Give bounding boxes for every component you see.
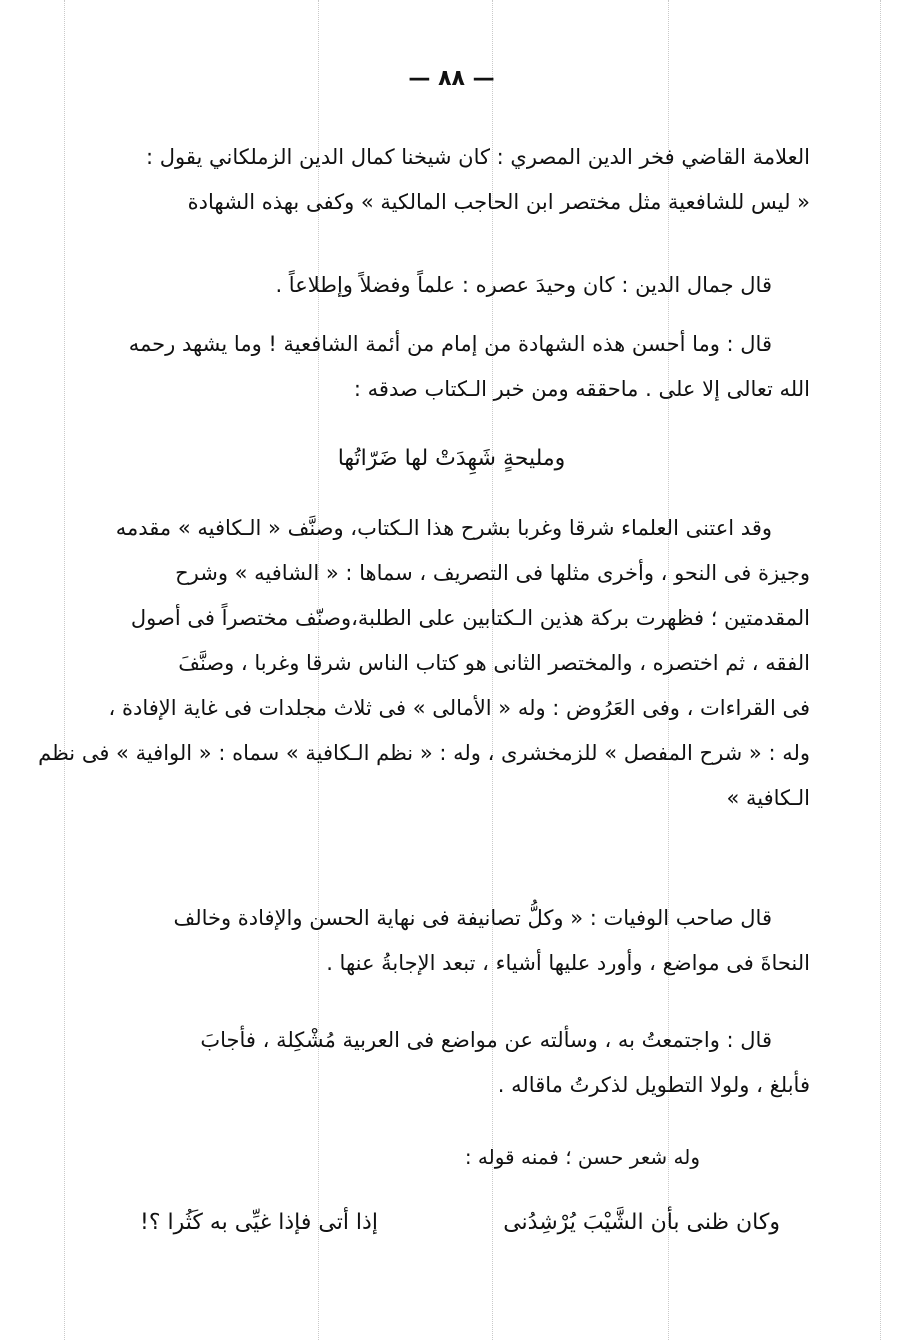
text-line: فأبلغ ، ولولا التطويل لذكرتُ ماقاله .	[497, 1073, 810, 1097]
text-line: فى القراءات ، وفى العَرُوض : وله « الأمالى » فى ثلاث مجلدات فى غاية الإفادة ،	[108, 696, 810, 720]
paragraph-5	[120, 896, 810, 986]
paragraph-3	[120, 322, 810, 412]
text-line: وجيزة فى النحو ، وأخرى مثلها فى التصريف ، سماها : « الشافيه » وشرح	[175, 561, 810, 585]
paragraph-1	[120, 135, 810, 225]
page-number: — ٨٨ —	[408, 66, 495, 91]
text-line: وقد اعتنى العلماء شرقا وغربا بشرح هذا الـكتاب، وصنَّف « الـكافيه » مقدمه	[115, 516, 772, 540]
text-line: قال صاحب الوفيات : « وكلُّ تصانيفة فى نهاية الحسن والإفادة وخالف	[173, 906, 772, 930]
text-line: النحاةَ فى مواضع ، وأورد عليها أشياء ، تبعد الإجابةُ عنها .	[326, 951, 810, 975]
scan-line	[880, 0, 881, 1340]
poem-intro: وله شعر حسن ؛ فمنه قوله :	[464, 1145, 700, 1169]
text-line: العلامة القاضي فخر الدين المصري : كان شيخنا كمال الدين الزملكاني يقول :	[146, 145, 810, 169]
paragraph-4	[38, 506, 810, 821]
text-line: قال : وما أحسن هذه الشهادة من إمام من أئمة الشافعية ! وما يشهد رحمه	[128, 332, 772, 356]
text-line: « ليس للشافعية مثل مختصر ابن الحاجب المالكية » وكفى بهذه الشهادة	[187, 190, 810, 214]
scan-line	[64, 0, 65, 1340]
text-line: الفقه ، ثم اختصره ، والمختصر الثانى هو كتاب الناس شرقا وغربا ، وصنَّفَ	[178, 651, 810, 675]
text-line: المقدمتين ؛ فظهرت بركة هذين الـكتابين على الطلبة،وصنّف مختصراً فى أصول	[130, 606, 810, 630]
text-line: الله تعالى إلا على . ماحققه ومن خبر الـكتاب صدقه :	[353, 377, 810, 401]
first-hemistich: وكان ظنى بأن الشَّيْبَ يُرْشِدُنى	[503, 1210, 780, 1235]
text-line: الـكافية »	[726, 786, 810, 810]
second-hemistich: إذا أتى فإذا غيِّى به كَثُرا ؟!	[140, 1210, 378, 1235]
text-line: قال جمال الدين : كان وحيدَ عصره : علماً وفضلاً وإطلاعاً .	[275, 273, 772, 297]
text-line: وله : « شرح المفصل » للزمخشرى ، وله : « نظم الـكافية » سماه : « الوافية » فى نظم	[38, 741, 810, 765]
text-line: قال : واجتمعتُ به ، وسألته عن مواضع فى العربية مُشْكِلة ، فأجابَ	[200, 1028, 772, 1052]
verse-couplet	[140, 1210, 780, 1235]
verse-line: ومليحةٍ شَهِدَتْ لها ضَرّاتُها	[337, 446, 566, 471]
paragraph-2	[120, 263, 810, 308]
paragraph-6	[120, 1018, 810, 1108]
